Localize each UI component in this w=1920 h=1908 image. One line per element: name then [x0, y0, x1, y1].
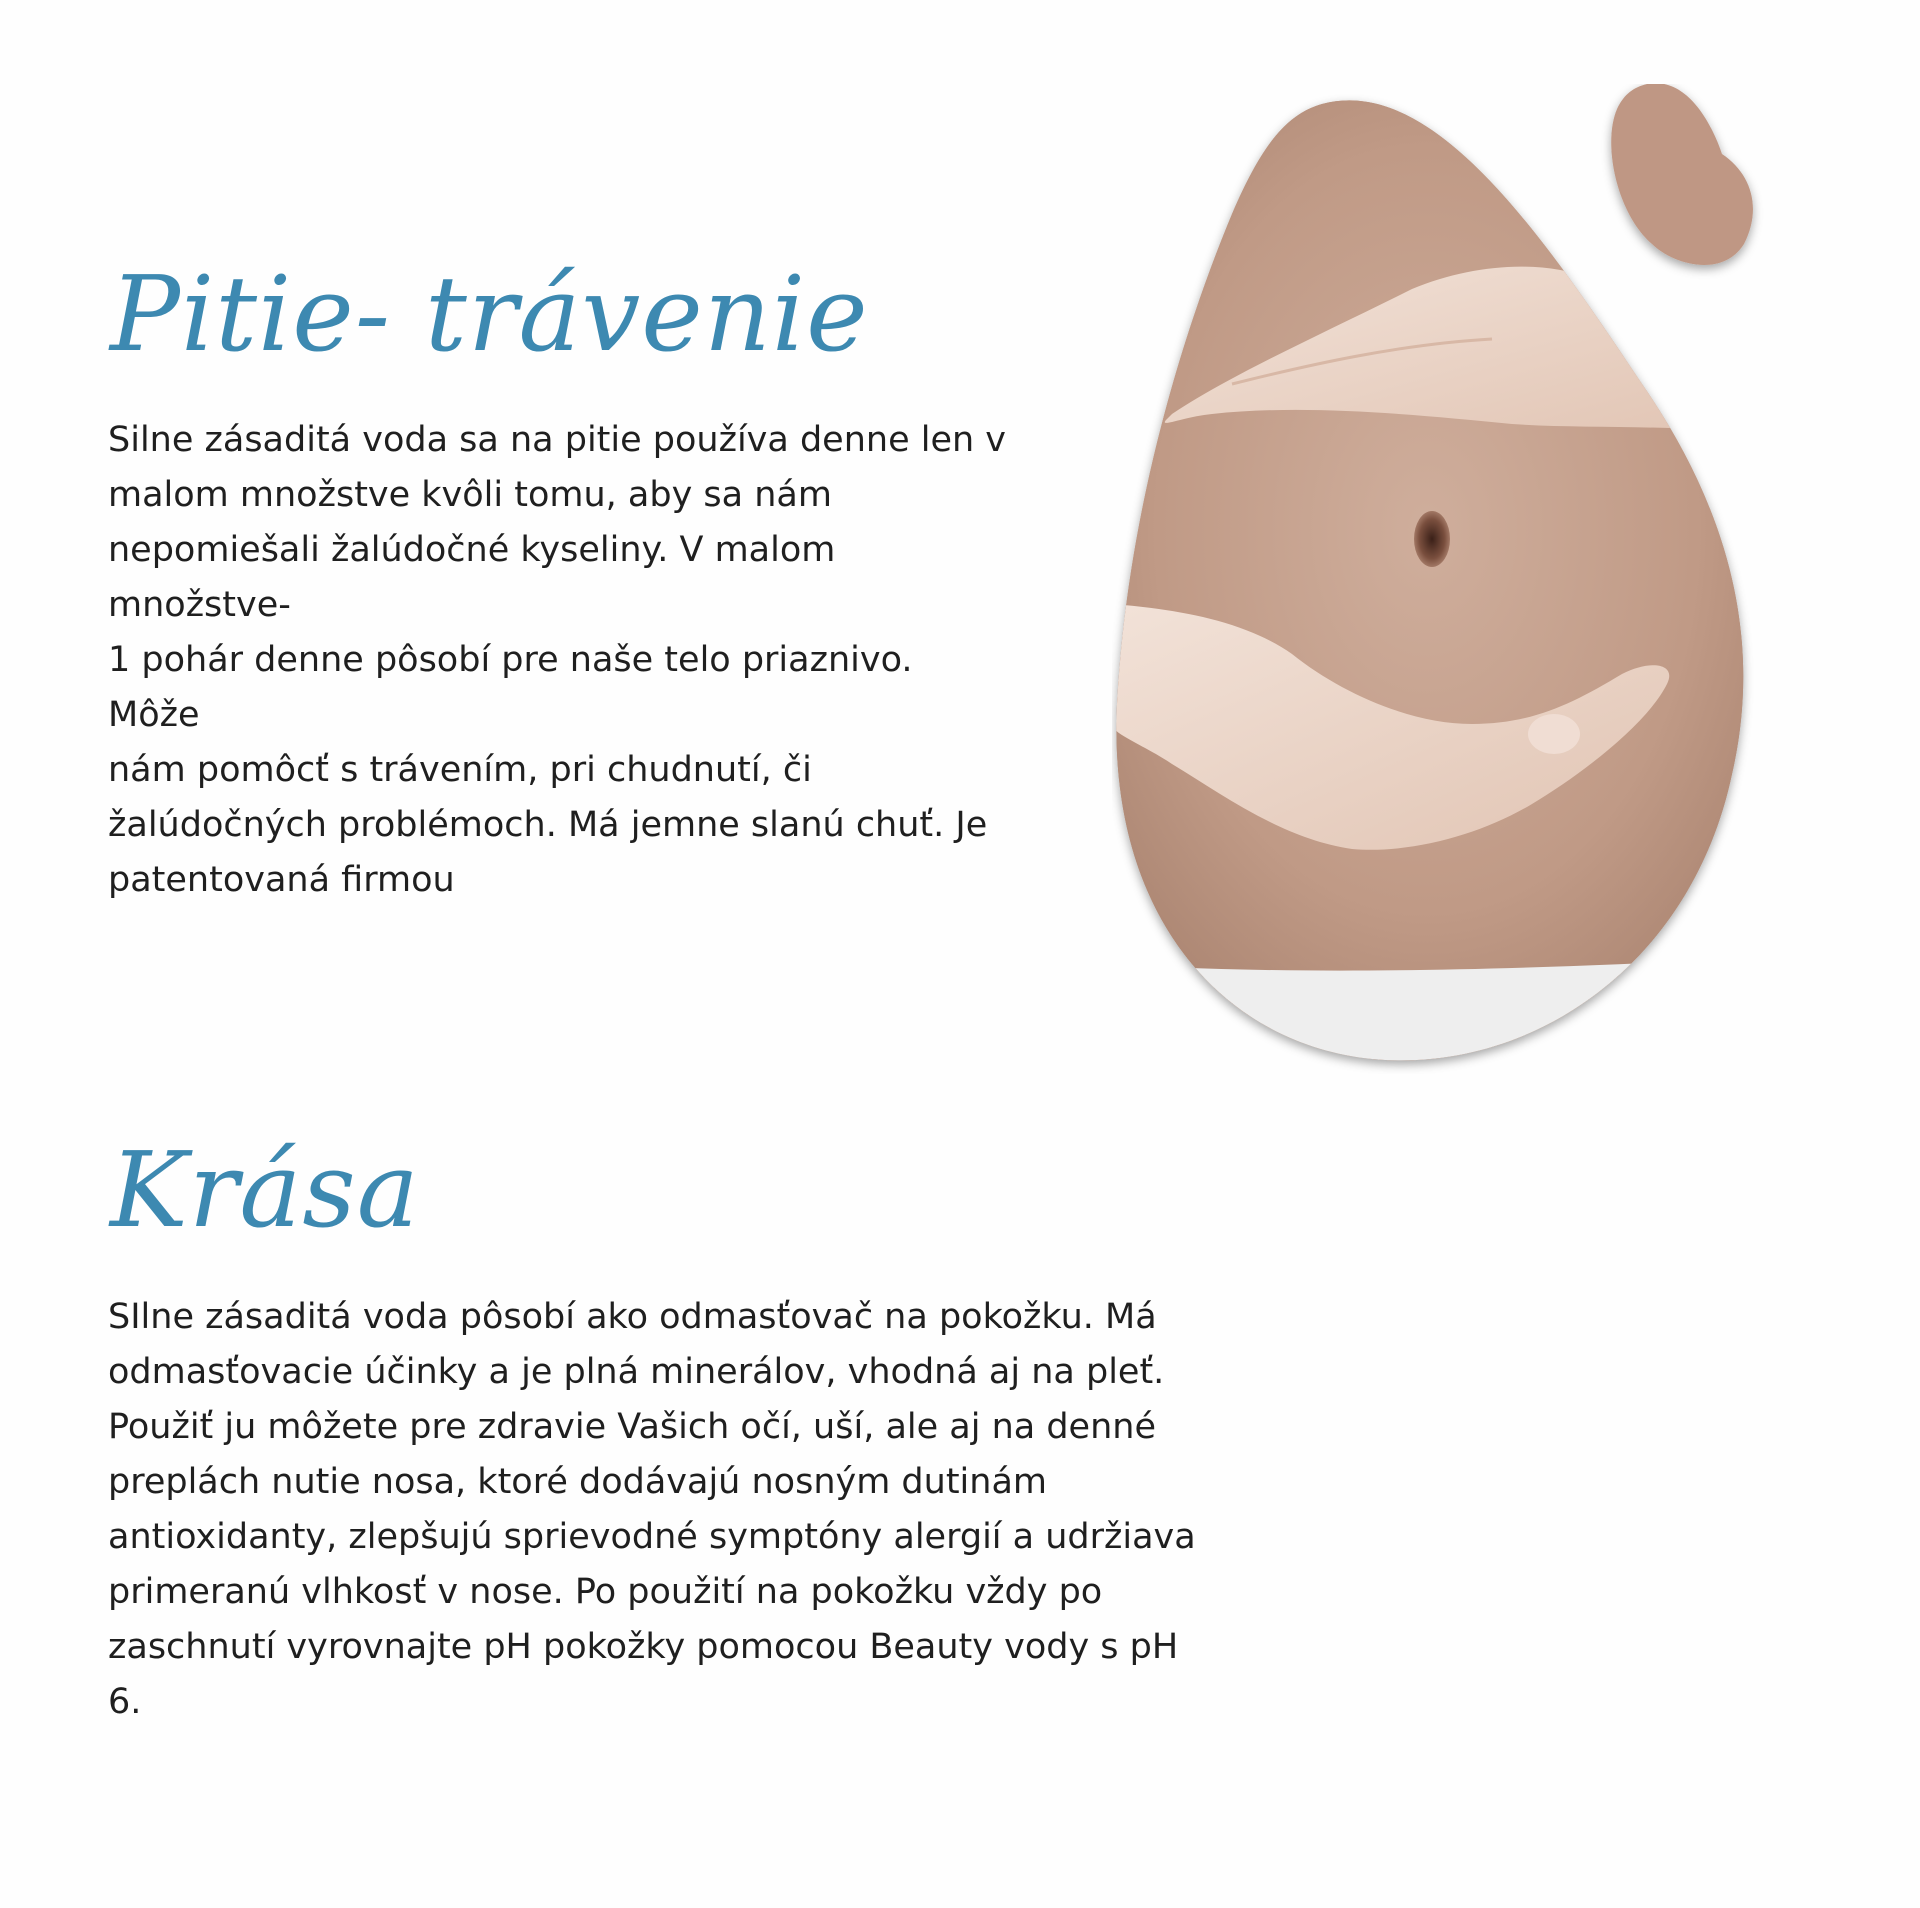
- section-title-digestion: Pitie- trávenie: [110, 253, 869, 375]
- belly-hands-photo: [1112, 84, 1812, 1074]
- small-drop: [1611, 84, 1753, 265]
- section-title-beauty: Krása: [110, 1129, 420, 1251]
- section-text-digestion: Silne zásaditá voda sa na pitie používa denne len v malom množstve kvôli tomu, aby sa nám nepomiešali žalúdočné kyseliny. V malom množstve- 1 pohár denne pôsobí pre naše telo priaznivo. Môže nám pomôcť s trávením, pri chudnutí, či žalúdočných problémoch. Má jemne slanú chuť. Je patentovaná firmou: [108, 420, 1007, 900]
- section-text-beauty: SIlne zásaditá voda pôsobí ako odmasťovač na pokožku. Má odmasťovacie účinky a je plná minerálov, vhodná aj na pleť. Použiť ju môžete pre zdravie Vašich očí, uší, ale aj na denné preplách nutie nosa, ktoré dodávajú nosným dutinám antioxidanty, zlepšujú sprievodné symptóny alergií a udržiava primeranú vlhkosť v nose. Po použití na pokožku vždy po zaschnutí vyrovnajte pH pokožky pomocou Beauty vody s pH 6.: [108, 1297, 1196, 1722]
